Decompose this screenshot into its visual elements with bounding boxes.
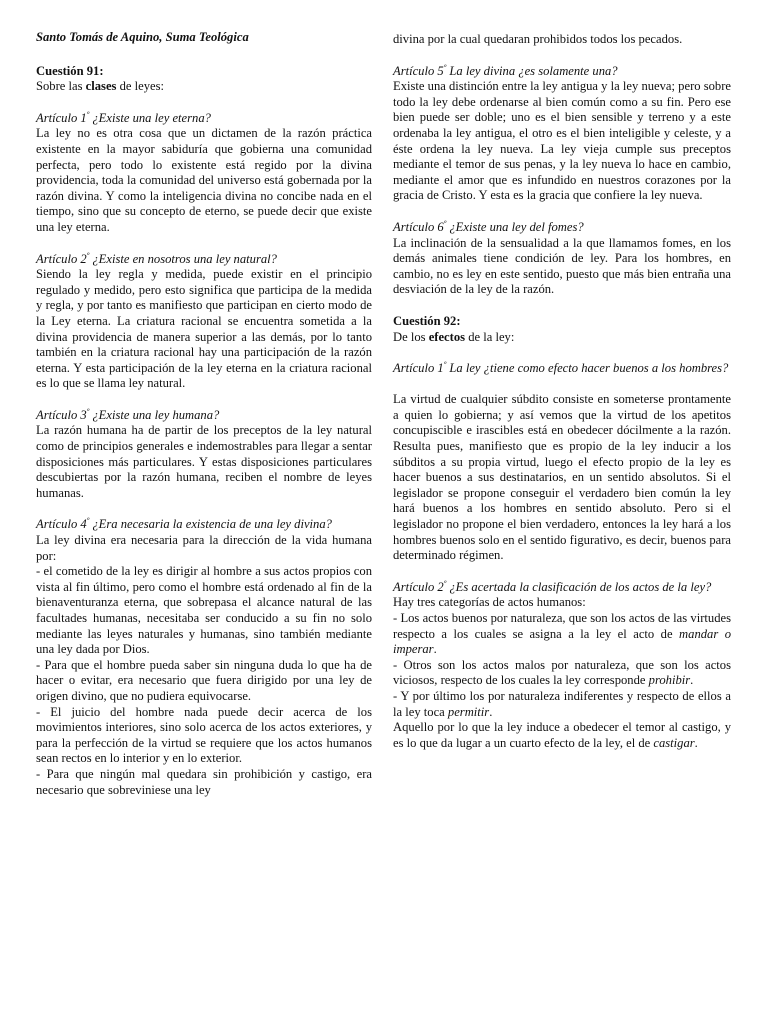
question-92-title: Cuestión 92: [393,313,461,328]
article-heading: Artículo $1^º$ La ley ¿tiene como efecto hacer buenos a los hombres? [393,359,729,376]
article-heading: Artículo $5^º$ La ley divina ¿es solamente una? [393,62,618,78]
article-point: - Para que el hombre pueda saber sin ninguna duda lo que ha de hacer o evitar, era necesario que fuera dirigido por una ley de origen divino, que no pudiera equivocarse. [36,657,372,703]
left-column [36,30,372,814]
article-point: - el cometido de la ley es dirigir al hombre a sus actos propios con vista al fin último, pero como el hombre está ordenado al fin de la bienaventuranza eterna, que sobrepasa el alcance natural de las facultades humanas, necesitaba ser conducido a su fin no solo mediante las leyes naturales y humanas, sino también mediante una ley dada por Dios. [36,564,372,657]
article-point: Aquello por lo que la ley induce a obedecer el temor al castigo, y es lo que da lugar a un cuarto efecto de la ley, el de castigar. [393,720,731,750]
article-point: - El juicio del hombre nada puede decir acerca de los movimientos interiores, sino solo acerca de los actos exteriores, y para la perfección de la virtud se requiere que los actos humanos sean rectos en lo interior y en lo exterior. [36,704,372,766]
article-body: Siendo la ley regla y medida, puede existir en el principio regulado y medido, pero esto significa que participa de la medida y regla, y por tanto es manifiesto que participan en cierto modo de la Ley eterna. La criatura racional se encuentra sometida a la divina providencia de manera superior a las demás, por lo tanto también en la criatura racional hay una participación de la razón eterna. Y esta participación de la ley eterna en la criatura racional es lo que se llama ley natural. [36,267,372,391]
article-body: Existe una distinción entre la ley antigua y la ley nueva; pero sobre todo la ley debe ordenarse al bien común como a su fin. Pero ese bien puede ser doble; uno es el bien sensible y terreno y a este ordenaba la ley antigua, el otro es el bien inteligible y celeste, y a éste ordena la ley nueva. La ley vieja cumple sus preceptos mediante el temor de sus penas, y la ley nueva lo hace en cambio, mediante el amor que es infundido en nuestros corazones por la gracia de Cristo. Y esta es la gracia que confiere la ley nueva. [393,79,731,203]
question-91-subtitle: Sobre las clases de leyes: [36,79,165,94]
question-92-subtitle: De los efectos de la ley: [393,329,515,344]
article-heading: Artículo $2^º$ ¿Existe en nosotros una ley natural? [36,250,277,266]
q91-article-1 [36,111,372,236]
right-column [393,32,731,767]
article-intro: Hay tres categorías de actos humanos: [393,595,586,610]
article-intro: La ley divina era necesaria para la dirección de la vida humana por: [36,533,372,563]
q91-article-6 [393,220,731,298]
q92-article-1 [393,361,731,564]
article-body: La ley no es otra cosa que un dictamen de la razón práctica existente en la mayor sabiduría que gobierna una comunidad perfecta, pero todo lo existente está regido por la divina providencia, toda la comunidad del universo está gobernada por la razón divina. Y como la inteligencia divina no concibe nada en el tiempo, sino que su concepto de eterno, se puede decir que existe una ley eterna. [36,126,372,234]
article-point: - Los actos buenos por naturaleza, que son los actos de las virtudes respecto a los cuales se asigna a la ley el acto de mandar o imperar. [393,611,731,657]
article-heading: Artículo $2^º$ ¿Es acertada la clasificación de los actos de la ley? [393,578,712,594]
article-body: La inclinación de la sensualidad a la que llamamos fomes, en los demás animales tiene condición de ley. Para los hombres, en cambio, no es ley en este sentido, puesto que más bien entraña una desviación de la ley de la razón. [393,235,731,297]
q91-article-4-continuation: divina por la cual quedaran prohibidos todos los pecados. [393,32,683,46]
article-point: - Y por último los por naturaleza indiferentes y respecto de ellos a la ley toca permitir. [393,688,731,719]
article-heading: Artículo $3^º$ ¿Existe una ley humana? [36,406,220,422]
article-point: - Para que ningún mal quedara sin prohibición y castigo, era necesario que sobreviniese una ley [36,766,372,797]
q91-article-4 [36,517,372,798]
spacer [393,377,731,393]
article-point: - Otros son los actos malos por naturaleza, que son los actos viciosos, respecto de los cuales la ley corresponde prohibir. [393,657,731,688]
article-body: La razón humana ha de partir de los preceptos de la ley natural como de principios generales e indemostrables para llegar a sentar disposiciones más particulares. Y estas disposiciones particulares descubiertas por la razón humana, reciben el nombre de leyes humanas. [36,423,372,500]
article-body: La virtud de cualquier súbdito consiste en someterse prontamente a quien lo gobierna; y así vemos que la virtud de los apetitos concupiscible e irascibles está en obedecer dócilmente a la razón. Resulta pues, manifiesto que es propio de la ley inducir a los súbditos a su propia virtud, luego el efecto propio de la ley es hacer buenos a sus destinatarios, en un sentido absolutos. Si el legislador se propone conseguir el verdadero bien común la ley hará buenos a los hombres en sentido absoluto. Pero si el legislador no propone el bien verdadero, entonces la ley hará a los hombres buenos solo en el sentido figurativo, es decir, buenos para determinado régimen. [393,392,731,563]
article-heading: Artículo $6^º$ ¿Existe una ley del fomes? [393,218,584,234]
article-heading: Artículo $4^º$ ¿Era necesaria la existencia de una ley divina? [36,516,332,532]
article-heading: Artículo $1^º$ ¿Existe una ley eterna? [36,109,211,125]
question-91-title: Cuestión 91: [36,63,104,78]
document-title: Santo Tomás de Aquino, Suma Teológica [36,30,249,44]
q91-article-3 [36,408,372,502]
q92-article-2 [393,580,731,752]
q91-article-2 [36,252,372,392]
q91-article-5 [393,64,731,204]
